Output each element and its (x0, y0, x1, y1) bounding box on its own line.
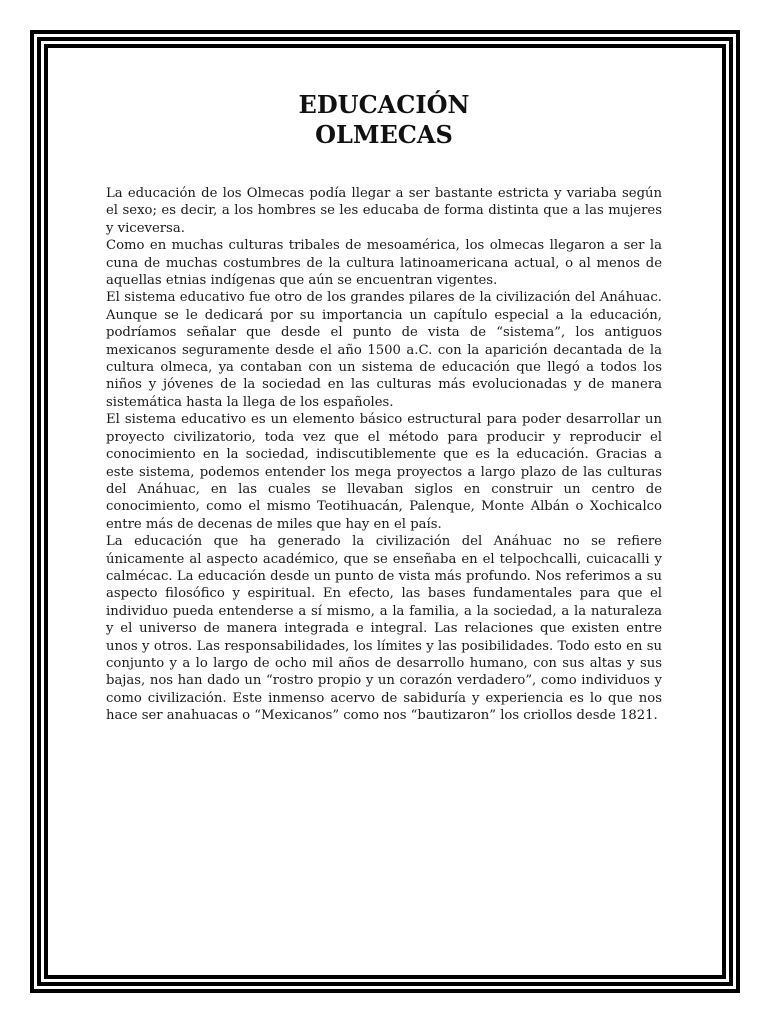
paragraph-2: Como en muchas culturas tribales de mesoamérica, los olmecas llegaron a ser la cuna de muchas costumbres de la cultura latinoamericana actual, o al menos de aquellas etnias indígenas que aún se encuentran vigentes. (106, 238, 662, 289)
document-title-line1: EDUCACIÓN (298, 90, 470, 119)
paragraph-5: La educación que ha generado la civilización del Anáhuac no se refiere únicamente al aspecto académico, que se enseñaba en el telpochcalli, cuicacalli y calmécac. La educación desde un punto de vista más profundo. Nos referimos a su aspecto filosófico y espiritual. En efecto, las bases fundamentales para que el individuo pueda entenderse a sí mismo, a la familia, a la sociedad, a la naturaleza y el universo de manera integrada e integral. Las relaciones que existen entre unos y otros. Las responsabilidades, los límites y las posibilidades. Todo esto en su conjunto y a lo largo de ocho mil años de desarrollo humano, con sus altas y sus bajas, nos han dado un “rostro propio y un corazón verdadero”, como individuos y como civilización. Este inmenso acervo de sabiduría y experiencia es lo que nos hace ser anahuacas o “Mexicanos” como nos “bautizaron” los criollos desde 1821. (106, 534, 662, 724)
document-body (106, 185, 662, 725)
document-title-line2: OLMECAS (315, 120, 453, 149)
paragraph-3: El sistema educativo fue otro de los grandes pilares de la civilización del Anáhuac. Aunque se le dedicará por su importancia un capítulo especial a la educación, podríamos señalar que desde el punto de vista de “sistema”, los antiguos mexicanos seguramente desde el año 1500 a.C. con la aparición decantada de la cultura olmeca, ya contaban con un sistema de educación que llegó a todos los niños y jóvenes de la sociedad en las culturas más evolucionadas y de manera sistemática hasta la llega de los españoles. (106, 290, 662, 410)
paragraph-4: El sistema educativo es un elemento básico estructural para poder desarrollar un proyecto civilizatorio, toda vez que el método para producir y reproducir el conocimiento en la sociedad, indiscutiblemente que es la educación. Gracias a este sistema, podemos entender los mega proyectos a largo plazo de las culturas del Anáhuac, en las cuales se llevaban siglos en construir un centro de conocimiento, como el mismo Teotihuacán, Palenque, Monte Albán o Xochicalco entre más de decenas de miles que hay en el país. (106, 412, 662, 532)
paragraph-1: La educación de los Olmecas podía llegar a ser bastante estricta y variaba según el sexo; es decir, a los hombres se les educaba de forma distinta que a las mujeres y viceversa. (106, 186, 662, 236)
